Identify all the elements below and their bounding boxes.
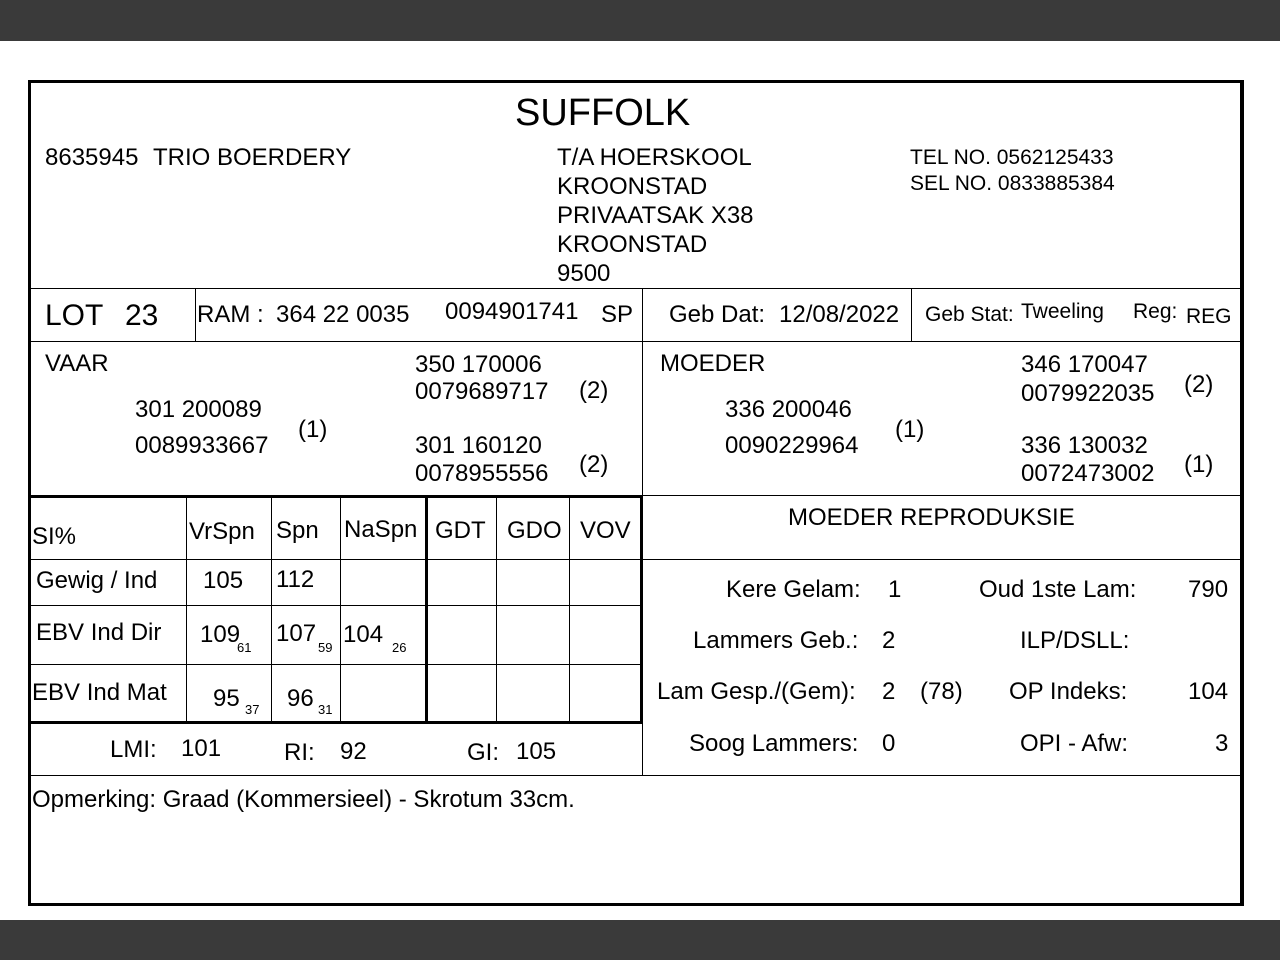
opi-label: OPI - Afw: — [1020, 730, 1129, 757]
divider-pedigree — [31, 495, 642, 498]
address-line-4: KROONSTAD — [557, 231, 708, 258]
oud-lam-value: 790 — [1188, 576, 1229, 603]
divider-row2 — [31, 664, 642, 665]
header-vrspn: VrSpn — [189, 518, 255, 545]
gi-value: 105 — [516, 738, 557, 765]
breeder-number: 8635945 — [45, 144, 139, 171]
ram-id: 364 22 0035 — [276, 301, 410, 328]
dam-sire-reg: 0079922035 — [1021, 380, 1155, 407]
ebv-dir-spn-acc: 59 — [318, 640, 333, 655]
lot-card — [28, 80, 1244, 906]
divider-col-naspn — [340, 495, 341, 723]
divider-lot-col — [195, 288, 196, 341]
sire-dam-id: 301 160120 — [415, 432, 542, 459]
kere-gelam-value: 1 — [888, 576, 902, 603]
address-line-5: 9500 — [557, 260, 611, 287]
dam-id: 336 200046 — [725, 396, 852, 423]
sire-id: 301 200089 — [135, 396, 262, 423]
gewig-spn: 112 — [276, 566, 315, 593]
sire-label: VAAR — [45, 350, 109, 377]
ebv-mat-spn-acc: 31 — [318, 702, 333, 717]
divider-col-gdt — [425, 495, 428, 723]
ilp-label: ILP/DSLL: — [1020, 627, 1130, 654]
divider-table-right — [640, 495, 643, 723]
sire-sire-id: 350 170006 — [415, 351, 542, 378]
divider-pedigree-right — [642, 495, 1240, 496]
lot-number: 23 — [125, 299, 159, 332]
divider-col-spn — [271, 495, 272, 723]
divider-col-gdo — [496, 495, 497, 723]
ri-value: 92 — [340, 738, 367, 765]
address-line-3: PRIVAATSAK X38 — [557, 202, 754, 229]
tel-number: TEL NO. 0562125433 — [910, 146, 1114, 169]
gi-label: GI: — [467, 739, 500, 766]
lot-label: LOT — [45, 299, 104, 332]
sire-sire-grade: (2) — [579, 377, 609, 404]
divider-summary — [31, 775, 1240, 776]
divider-col-vrspn — [186, 495, 187, 723]
remark: Opmerking: Graad (Kommersieel) - Skrotum 33cm. — [32, 786, 575, 813]
divider-col-vov — [569, 495, 570, 723]
header-gdt: GDT — [435, 517, 486, 544]
address-line-1: T/A HOERSKOOL — [557, 144, 752, 171]
op-indeks-label: OP Indeks: — [1009, 678, 1128, 705]
ebv-mat-spn: 96 — [287, 685, 314, 712]
opi-value: 3 — [1215, 730, 1229, 757]
dam-sire-grade: (2) — [1184, 371, 1214, 398]
sire-reg: 0089933667 — [135, 432, 269, 459]
divider-lot — [31, 341, 1240, 342]
dam-label: MOEDER — [660, 350, 766, 377]
lmi-label: LMI: — [110, 736, 157, 763]
address-line-2: KROONSTAD — [557, 173, 708, 200]
divider-table-head — [31, 559, 1240, 560]
sire-grade: (1) — [298, 416, 328, 443]
header-naspn: NaSpn — [344, 516, 418, 543]
ebv-dir-naspn: 104 — [343, 621, 384, 648]
reg-value: REG — [1186, 305, 1232, 328]
dam-dam-reg: 0072473002 — [1021, 460, 1155, 487]
bottom-bar — [0, 920, 1280, 960]
row-label-ebv-mat: EBV Ind Mat — [32, 679, 167, 706]
ebv-dir-naspn-acc: 26 — [392, 640, 407, 655]
sel-number: SEL NO. 0833885384 — [910, 172, 1115, 195]
reproduction-title: MOEDER REPRODUKSIE — [788, 504, 1075, 531]
ebv-dir-spn: 107 — [276, 620, 317, 647]
lam-gesp-label: Lam Gesp./(Gem): — [657, 678, 856, 705]
header-spn: Spn — [276, 517, 319, 544]
breed-title: SUFFOLK — [515, 92, 691, 134]
ri-label: RI: — [284, 739, 315, 766]
ebv-mat-vrspn: 95 — [213, 685, 240, 712]
oud-lam-label: Oud 1ste Lam: — [979, 576, 1137, 603]
ebv-dir-vrspn: 109 — [200, 621, 241, 648]
ebv-mat-vrspn-acc: 37 — [245, 702, 260, 717]
lammers-geb-label: Lammers Geb.: — [693, 627, 859, 654]
dam-reg: 0090229964 — [725, 432, 859, 459]
row-label-gewig: Gewig / Ind — [36, 567, 158, 594]
ram-label: RAM : — [197, 301, 264, 328]
op-indeks-value: 104 — [1188, 678, 1229, 705]
kere-gelam-label: Kere Gelam: — [726, 576, 861, 603]
birth-status: Tweeling — [1021, 300, 1104, 323]
top-bar — [0, 0, 1280, 41]
row-label-ebv-dir: EBV Ind Dir — [36, 619, 162, 646]
header-vov: VOV — [580, 517, 631, 544]
birth-status-label: Geb Stat: — [925, 303, 1014, 326]
header-si: SI% — [32, 523, 77, 550]
animal-reg-number: 0094901741 — [445, 298, 579, 325]
dam-dam-grade: (1) — [1184, 451, 1214, 478]
dam-sire-id: 346 170047 — [1021, 351, 1148, 378]
lam-gesp-average: (78) — [920, 678, 963, 705]
divider-gebstat — [911, 288, 912, 341]
soog-value: 0 — [882, 730, 896, 757]
dam-dam-id: 336 130032 — [1021, 432, 1148, 459]
sire-dam-grade: (2) — [579, 451, 609, 478]
divider-header — [31, 288, 1240, 289]
soog-label: Soog Lammers: — [689, 730, 859, 757]
gewig-vrspn: 105 — [203, 567, 244, 594]
sire-sire-reg: 0079689717 — [415, 378, 549, 405]
header-gdo: GDO — [507, 517, 562, 544]
birth-date-label: Geb Dat: — [669, 301, 766, 328]
lmi-value: 101 — [181, 735, 222, 762]
dam-grade: (1) — [895, 416, 925, 443]
ebv-dir-vrspn-acc: 61 — [237, 640, 252, 655]
divider-table-bottom — [31, 721, 642, 724]
birth-date: 12/08/2022 — [779, 301, 900, 328]
divider-row1 — [31, 605, 642, 606]
lammers-geb-value: 2 — [882, 627, 896, 654]
reg-label: Reg: — [1133, 300, 1178, 323]
sp-code: SP — [601, 301, 634, 328]
breeder-name: TRIO BOERDERY — [153, 144, 352, 171]
lam-gesp-value: 2 — [882, 678, 896, 705]
sire-dam-reg: 0078955556 — [415, 460, 549, 487]
